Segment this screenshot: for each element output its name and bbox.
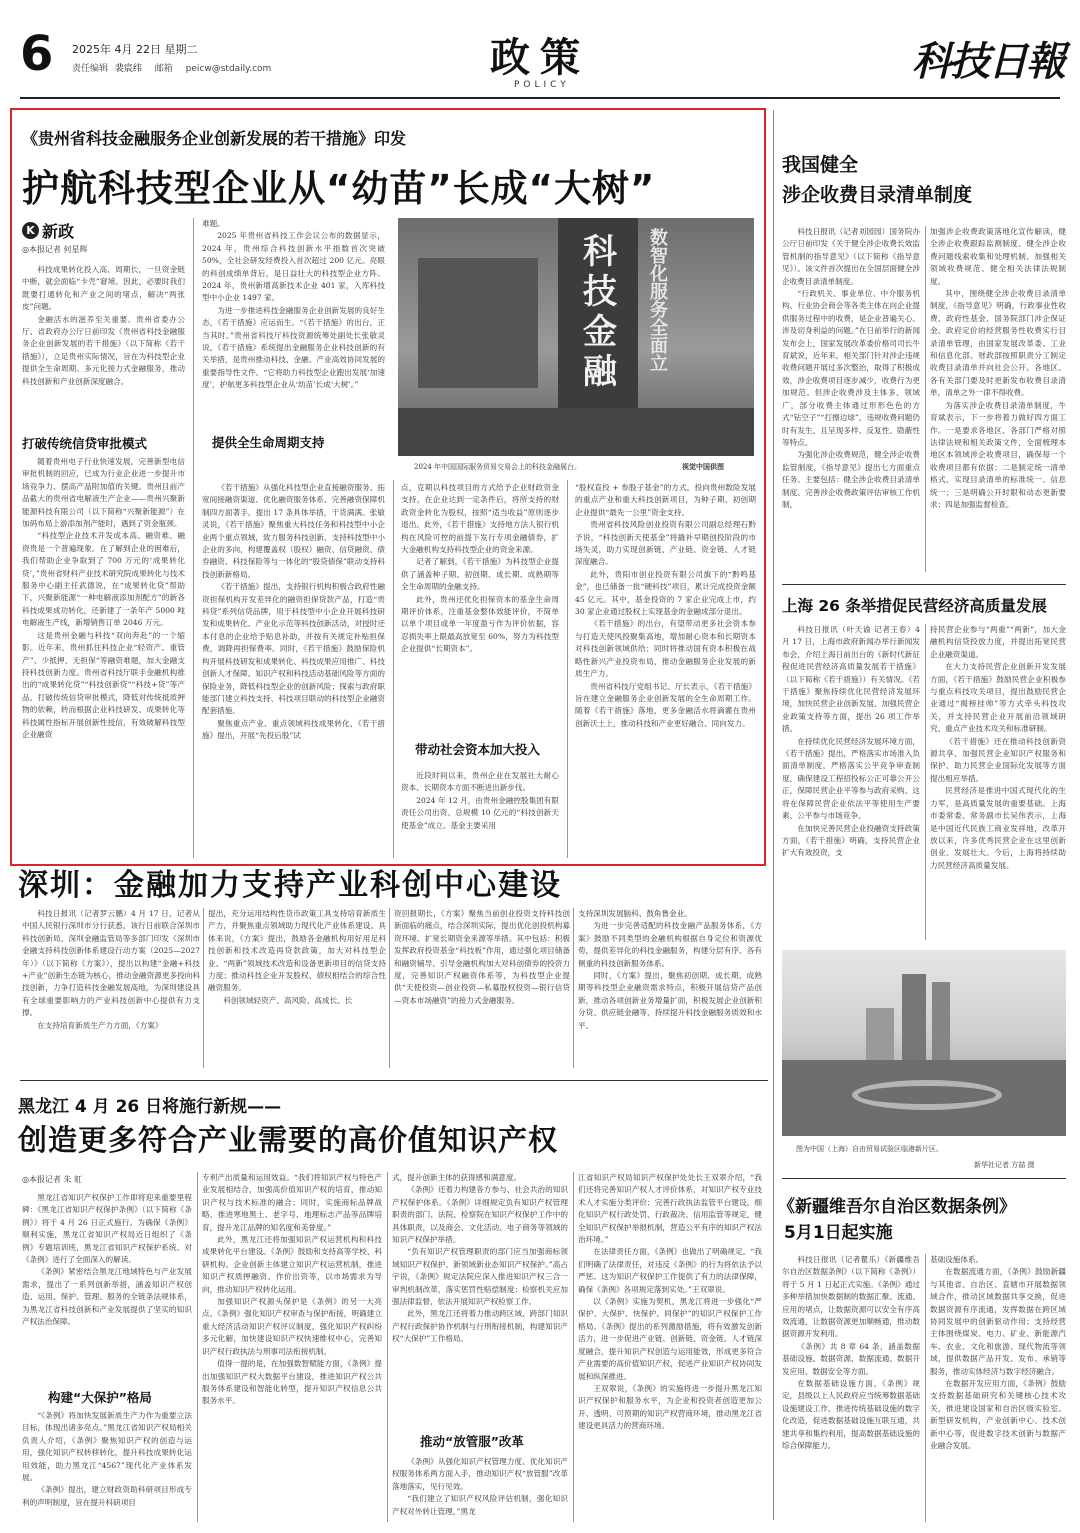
paragraph: 此外，贵阳市创业投资有限公司旗下的“黔鸣基金”，也已储备一批“硬科技”项目，累计完成投资金额 45 亿元。其中，基金投资的 7 家企业完成上市，约 30 家企业通过股权上实现基金的金融成部分退出。 bbox=[575, 569, 756, 617]
column-rule bbox=[393, 480, 394, 858]
paragraph: 2024 年 12 月，由贵州金融控股集团有限责任公司出资、总规模 10 亿元的“科技创新天使基金”成立。基金主要采用 bbox=[401, 795, 559, 830]
paragraph: 《若干措施》从强化科技型企业直接融资服务、拓宽间接融资渠道、优化融资服务体系、完善融资保障机制四方面著手，提出 17 条具体举措，干货满满。张敏灵说，《若干措施》聚焦重大科技任务和科技型中小企业两个重点领域，致力服务科技创新、支持科技型中小企业的多向，构建覆盖权（股权）融资、信贷融资、债券融资、科技保险等与一体化的“股贷债保”联动支持科技创新新格局。 bbox=[202, 483, 385, 579]
paragraph: 支持深圳发展脑科、鼓角鲁金业。 bbox=[578, 909, 692, 918]
paragraph: 《条例》提出，建立财政资助科研项目形成专利的声明制度，旨在提升科研项目 bbox=[22, 1485, 192, 1507]
photo-floor bbox=[398, 408, 754, 456]
lead-photo bbox=[398, 218, 754, 456]
paragraph: 式，提升创新主体的获得感和满意度。 bbox=[392, 1173, 522, 1182]
hlj-subhead-2: 推动“放管服”改革 bbox=[420, 1434, 524, 1449]
paragraph: 《若干措施》提出，支持银行机构积极合政府性融资担保机构开发差异化的融资担保贷款产品，打造“贵科贷”系列信贷品牌，用于科技型中小企业开展科技研发和成果转化、产业化示范等科技创新活动，对授时还本付息的企业给予贴息补助，并按有关规定补贴担保费，调降再担保费率。同时，《若干措施》鼓励保险机构开展科技研发和成果转化、科技成果应用推广、科技创新人才保障、知识产权和科技活动基础风险等方面的保险业务，降低科技型企业的创新风险；探索与政府职能部门建立科技支持、科技项目联动的科技型企业融资配套措施。 bbox=[202, 582, 385, 716]
date-line: 2025年 4月 22日 星期二 bbox=[72, 43, 198, 56]
paragraph: 王双翠说，《条例》的实施将进一步提升黑龙江知识产权保护和服务水平，为企业和投资者创造更加公开、透明、可预期的知识产权营商环境，推动黑龙江省建设更具活力的营商环境。 bbox=[578, 1383, 762, 1431]
paragraph: 提出，充分运用结构性货币政策工具支持培育新质生产力，并聚焦重点领域助力现代化产业体系建设。具体来说，《方案》提出，鼓励各金融机构用好用足科技创新和技术改造再贷款政策，加大对科技型企业、“两新”领域技术改造和设备更新项目的信贷支持力度；推动科技企业开发股权、债权相结合的综合性融资服务。 bbox=[208, 909, 386, 993]
paragraph: 持民营企业参与“两重”“两新”，加大金融机构信贷投放力度，并提出拓宽民营企业融资渠道。 bbox=[930, 625, 1066, 659]
column-badge bbox=[22, 219, 74, 242]
column-rule bbox=[197, 1172, 198, 1522]
paragraph: 值得一提的是，在加强数智赋能方面，《条例》提出加强知识产权大数据平台建设，推进知识产权公共服务体系建设和智能化转型，提升知识产权信息公共服务水平。 bbox=[202, 1359, 382, 1406]
page-number: 6 bbox=[20, 26, 54, 82]
paragraph: “股权直投 + 参股子基金”的方式，投向贵州数险发展的重点产业和重大科技创新项目，为种子期、初创期企业提供“最先一公里”资金支持。 bbox=[575, 483, 756, 517]
section-rule bbox=[782, 584, 1066, 585]
column-rule bbox=[389, 908, 390, 1068]
paragraph: 科技成果转化投入高、周期长，一旦资金链中断，就会面临“卡壳”窘境。因此，必要时我们既要打通转化和产业之间的堵点，解决“两张皮”问题。 bbox=[22, 265, 185, 312]
paragraph: 《若干措施》的出台，有望带动更多社会资本参与打造天使风投聚集高地，增加耐心资本和长期资本对科技创新领域供给；同时将推动国有资本积极在战略性新兴产业投资布局，推动金融服务企业发展的新质生产力。 bbox=[575, 619, 756, 679]
hlj-col3b-text bbox=[392, 1456, 568, 1522]
hlj-col1-text bbox=[22, 1192, 192, 1352]
paragraph: 随着贵州电子行业快速发展，完善新型电信审批机制的回应，已成为行业企业进一步提升市场竞争力、摆高产品附加值的关键。贵州目前产品截大的贵州省电解液生产企业——贵州兴聚新能源科技有限公司（以下简称“兴聚新能源”）在加码布局上游添加剂产能时，遇到了资金瓶颈。 bbox=[22, 457, 185, 529]
paragraph: 金融活水的滋养至关重要。贵州省委办公厅、省政府办公厅日前印发《贵州省科技金融服务企业创新发展的若干措施》（以下简称《若干措施》），立足贵州实际情况，旨在为科技型企业提供全生命周期、多元化接力式金融服务，推动科技创新和产业创新深度融合。 bbox=[22, 314, 185, 386]
masthead-rule bbox=[20, 97, 1060, 99]
paragraph: 加强涉企收费政策落地化宣传解读，健全涉企收费跟踪监测制度、健全涉企收费问题线索收集和处理机制、加强相关领域收费规范、健全相关法律法规制度。 bbox=[930, 227, 1066, 286]
column-rule bbox=[567, 480, 568, 858]
paragraph: “《条例》将加快发展新质生产力作为重要立法目标，体现出诸多亮点。”黑龙江省知识产权局相关负责人介绍，《条例》聚焦知识产权的创造与运用，强化知识产权转移转化，提升科技成果转化运用效能，助力黑龙江“4567”现代化产业体系发展。 bbox=[22, 1411, 192, 1483]
shenzhen-title: 深圳：金融加力支持产业科创中心建设 bbox=[18, 868, 562, 903]
paragraph: 为落实涉企收费目录清单制度，牛育斌表示，下一步将着力做好四方面工作。一是要求各地区、各部门严格对照法律法规和相关政策文件，全面梳理本地区本领域涉企收费项目，确保每一个收费项目都有依据；二是制定统一清单格式，实现目录清单的标准统一、信息统一；三是明确公开时限和动态更新要求；四是加强监督检查。 bbox=[930, 400, 1066, 509]
paragraph: 2025 年贵州省科技工作会议公布的数据显示，2024 年，贵州综合科技创新水平指数首次突破 50%，全社会研发经费投入首次超过 200 亿元。亮眼的科创成绩单背后，是日益壮大的科技型企业方阵。2024 年，贵州新增高新技术企业 401 家，入库科技型中小企业 1497 家。 bbox=[202, 231, 385, 303]
shenzhen-col1-text bbox=[22, 908, 200, 1068]
shenzhen-col3-text bbox=[394, 908, 570, 1068]
paragraph: 在大力支持民营企业创新开发发展方面，《若干措施》鼓励民营企业积极参与重点科技攻关项目，提出鼓励民营企业通过“揭榜挂帅”等方式牵头科技攻关，并支持民营企业开展前沿领域研究、重点产业技术攻关和标准研制。 bbox=[930, 662, 1066, 734]
paragraph: 为进一步完善适配的科技金融产品服务体系，《方案》鼓励不同类型的金融机构根据自身定位和资源优势，提供差异化的科技金融服务，构建分层有序、各有侧重的科技创新服务体系。 bbox=[578, 921, 762, 968]
shanghai-col2-text bbox=[930, 624, 1066, 940]
newspaper-logo: 科技日報 bbox=[912, 38, 1064, 85]
paragraph: 为强化涉企收费规范，健全涉企收费监管制度，《指导意见》提出七方面重点任务。主要包括：健全涉企收费目录清单制度、完善涉企收费政策评估审核工作机制， bbox=[782, 450, 920, 509]
heilongjiang-kicker: 黑龙江 4 月 26 日将施行新规—— bbox=[18, 1097, 282, 1117]
column-rule bbox=[925, 1254, 926, 1522]
photo-tower bbox=[902, 974, 926, 1064]
shanghai-col1-text bbox=[782, 624, 920, 940]
column-rule bbox=[203, 908, 204, 1068]
shenzhen-col2-text bbox=[208, 908, 386, 1068]
lead-subhead-2: 提供全生命周期支持 bbox=[212, 435, 325, 450]
paragraph: 资回报期长，《方案》聚焦当前创业投资支持科技创新面临的痛点，结合深圳实际，提出优化创投机构募资环境、扩宽长期资金来源等举措。其中包括：积极发挥政府投资基金“科技板”作用，通过强化项目储备和融资辅导、引导金融机构加大对科创债券的投资力度，完善知识产权融资体系等，为科技型企业提供“天使投资—创业投资—私募股权投资—银行信贷—资本市场融资”的接力式金融服务。 bbox=[394, 909, 570, 1005]
paragraph: 《条例》紧密结合黑龙江地域特色与产业发展需求，提出了一系列创新举措，涵盖知识产权创造、运用、保护、管理、服务的全链条法规体系，为黑龙江省科技创新和产业发展提供了坚实的知识产权法治保障。 bbox=[22, 1267, 192, 1327]
paragraph: 科技日报讯（记者瞿乐）《新疆维吾尔自治区数据条例》（以下简称《条例》）将于 5 月 1 日起正式实施。《条例》通过多种举措加快数据制的数据汇聚、流通、应用的堵点，让数据资源可以安全有序高效流通，让数据资源更加顺畅通，推动数据资源开发利用。 bbox=[782, 1255, 920, 1339]
lead-photo-caption: 2024 年中国国际服务贸易交易会上的科技金融展台。 bbox=[414, 463, 582, 471]
hlj-subhead-1: 构建“大保护”格局 bbox=[48, 1390, 152, 1405]
column-rule bbox=[387, 1172, 388, 1522]
paragraph: 点，克期以科技项目的方式给予企业财政资金支持，在企业达到一定条件后，将所支持的财政资金转化为股权，按照“适当收益”原则逐步退出。此外，《若干措施》支持地方法人银行机构在风险可控的前提下发行专项金融债券，扩大金融机构支持科技型企业的资金来源。 bbox=[401, 483, 559, 555]
photo-char: 融 bbox=[583, 352, 617, 392]
column-rule bbox=[573, 908, 574, 1068]
shanghai-title: 上海 26 条举措促民营经济高质量发展 bbox=[782, 597, 1047, 615]
shanghai-photo-caption: 图为中国（上海）自由贸易试验区临港新片区。 bbox=[796, 1145, 943, 1153]
shenzhen-col4-text bbox=[578, 908, 762, 1068]
paragraph: 聚焦重点产业、重点领域科技成果转化，《若干措施》提出，开展“先投后股”试 bbox=[202, 718, 385, 741]
paragraph: 此外，贵州还优化担保资本的基金生命周期评价体系，注重基金整体效能评价，不简单以单个项目或单一年度盈亏作为评价依据，容忍损失率上限最高放宽至 60%，努力为科技型企业提供“长期资本”。 bbox=[401, 594, 559, 654]
email-label: 邮箱 bbox=[154, 64, 173, 74]
hlj-col4-text bbox=[578, 1172, 762, 1522]
lead-kicker: 《贵州省科技金融服务企业创新发展的若干措施》印发 bbox=[22, 129, 407, 148]
paragraph: 在数据基础设施方面，《条例》规定，县级以上人民政府应当统筹数据基础设施建设工作，推进传统基础设施的数字化改造，促进数据基础设施互联互通，共建共享和集约利用，提高数据基础设施的综合保障能力。 bbox=[782, 1379, 920, 1451]
paragraph: 科创领域轻资产、高风险、高成长、长 bbox=[223, 995, 353, 1005]
paragraph: 民营经济是推进中国式现代化的生力军，是高质量发展的重要基础。上海市委常委、常务副市长吴伟表示，上海是中国近代民族工商业发祥地，改革开放以来，许多优秀民营企业在这里创新创业、发展壮大。今后，上海将持续助力民营经济高质量发展。 bbox=[930, 786, 1066, 870]
hlj-col1b-text bbox=[22, 1410, 192, 1522]
column-rule bbox=[773, 110, 774, 1520]
lead-subhead-1: 打破传统信贷审批模式 bbox=[22, 436, 148, 451]
paragraph: 此外，黑龙江还将加强知识产权运营机构和科技成果转化平台建设。《条例》鼓励和支持高等学校、科研机构、企业创新主体建立知识产权运营机制，推进知识产权质押融资、作价出资等，以市场需求为导向，推动知识产权转化运用。 bbox=[202, 1235, 382, 1294]
paragraph: “我们建立了知识产权风险评估机制，强化知识产权对外转让管理，”黑龙 bbox=[392, 1494, 568, 1516]
column-k-icon: K bbox=[22, 222, 39, 239]
paragraph: 同时，《方案》提出，聚焦初创期、成长期、成熟期等科技型企业融资需求特点，积极开展信贷产品创新，推动各项创新业务增量扩面，积极发展企业创新积分贷、供应链金融等，持续提升科技金融服务质效和水平。 bbox=[578, 971, 762, 1030]
photo-char: 科 bbox=[583, 232, 617, 272]
health-title-line1: 我国健全 bbox=[782, 154, 859, 176]
lead-col2b-text bbox=[202, 482, 385, 858]
paragraph: 专利产出质量和运用效益。“我们将知识产权与特色产业发展相结合，加强高价值知识产权的培育，推动知识产权与技术标准的融合；同时，实施商标品牌战略，推进寒地黑土、老字号、地理标志产品等品牌培育，提升龙江品牌的知名度和美誉度。” bbox=[202, 1173, 382, 1232]
photo-side-text: 数智化服务全面立 bbox=[647, 228, 668, 372]
paragraph: 基础设施体系。 bbox=[930, 1255, 984, 1264]
column-rule bbox=[193, 218, 194, 858]
lead-col3-text bbox=[401, 482, 559, 712]
lead-title: 护航科技型企业从“幼苗”长成“大树” bbox=[22, 167, 656, 210]
paragraph: 贵州省科技厅党组书记、厅长表示，《若干措施》旨在建立金融服务企业创新发展的全生命周期工作。随着《若干措施》落地，更多金融活水将滴灌在贵州创新沃土上，推动科技和产业更好融合、同向发力。 bbox=[575, 681, 756, 728]
section-subtitle: POLICY bbox=[514, 80, 570, 90]
paragraph: 近段时间以来，贵州企业在发展社大耐心资本、长期资本方面不断进出新步伐。 bbox=[401, 771, 559, 793]
paragraph: 《若干措施》还在推动科技创新资源共享、加强民营企业知识产权服务和保护、助力民营企业国际化发展等方面提出相应举措。 bbox=[930, 736, 1066, 783]
paragraph: 《条例》从强化知识产权管理力度、优化知识产权服务体系两方面入手，推动知识产权“放管服”改革落地落实，见行见效。 bbox=[392, 1457, 568, 1491]
lead-col4-text bbox=[575, 482, 756, 858]
editor-name: 裴宸纬 bbox=[114, 64, 142, 74]
photo-char: 金 bbox=[583, 312, 617, 352]
paragraph: 《条例》还着力构建各方参与、社会共治的知识产权保护体系。《条例》详细规定负有知识产权管理职责的部门、法院、检察院在知识产权保护工作中的具体职责，以及商会、文化活动、电子商务等领域的知识产权保护举措。 bbox=[392, 1185, 568, 1245]
photo-tower bbox=[866, 1008, 894, 1064]
photo-tower bbox=[932, 982, 950, 1064]
paragraph: 江省知识产权局知识产权保护处处长王双翠介绍，“我们还将完善知识产权人才评价体系，对知识产权专业技术人才实施分类评价；完善行政执法监管平台建设，细化知识产权行政处罚、行政裁决、信用监管等规定，健全知识产权保护举报机制，营造公平有序的知识产权法治环境。” bbox=[578, 1173, 762, 1245]
xinjiang-title-line1: 《新疆维吾尔自治区数据条例》 bbox=[778, 1197, 1016, 1217]
paragraph: 贵州省科技风险创业投资有限公司副总经理石黔予说，“科技创新天使基金”将撬补早期创投阶段的市场失灵，助力实现创新链、产业链、资金链、人才链深度融合。 bbox=[575, 520, 756, 567]
section-rule bbox=[782, 1178, 1066, 1179]
paragraph: 黑龙江省知识产权保护工作即将迎来重要里程碑：《黑龙江省知识产权保护条例》（以下简称《条例》）将于 4 月 26 日正式施行。为确保《条例》顺利实施，黑龙江省知识产权局近日组织了《条例》专题培训班，黑龙江省知识产权保护系统、对《条例》进行了全面深入的解读。 bbox=[22, 1193, 192, 1265]
photo-char: 技 bbox=[583, 272, 617, 312]
column-rule bbox=[925, 226, 926, 572]
lead-subhead-3: 带动社会资本加大投入 bbox=[415, 742, 541, 757]
paragraph: 科技日报讯（叶天谕 记者王春）4 月 17 日，上海市政府新闻办举行新闻发布会，介绍上海日前出台的《新时代新征程促进民营经济高质量发展若干措施》（以下简称《若干措施》）有关情况。《若干措施》聚焦持续优化民营经济发展环境，加快民营企业创新发展、加强民营企业政策支持等方面，提出 26 项工作举措。 bbox=[782, 625, 920, 734]
paragraph: 在持续优化民营经济发展环境方面，《若干措施》提出，严格落实市场准入负面清单制度，严格落实公平竞争审查制度，确保建设工程招投标公正可靠公开公正，保障民营企业平等参与政府采购。这将在保障民营企业依法平等使用生产要素、公平参与市场竞争。 bbox=[782, 736, 920, 821]
paragraph: 这是贵州金融与科技“双向奔赴”的一个缩影。近年来，贵州抓住科技企业“轻资产、重管产”、少抵押、无担保“等融资难题，加大金融支持科技创新力度。贵州省科技厅联手金融机构推出的“成果转化贷”“科技创新贷”“科技+贷”等产品，打破传统信贷审批模式，降低对传统抵质押物的依赖，转而根据企业科技研发、成果转化等科技属性指标开展创新性授信，有效破解科技型企业融资 bbox=[22, 630, 185, 739]
editor-line bbox=[72, 61, 271, 74]
paragraph: 科技日报讯（记者罗云鹏）4 月 17 日，记者从中国人民银行深圳市分行获悉，该行日前联合深圳市科技创新局、深圳金融监管局等多部门印发《深圳市金融支持科技创新体系建设行动方案（2025—2027 年）》（以下简称《方案》），提出以构建“金融+科技+产业”创新生态链为核心，推动金融资源更多投向科技创新，力争打造科技金融发展高地，为深圳建设具有全球重要影响力的产业科技创新中心提供有力支撑。 bbox=[22, 909, 200, 1018]
email-address[interactable]: peicw@stdaily.com bbox=[185, 64, 272, 74]
paragraph: 难题。 bbox=[202, 219, 225, 228]
lead-col3b-text bbox=[401, 770, 559, 858]
hlj-col2-text bbox=[202, 1172, 382, 1522]
heilongjiang-byline: ◎本报记者 朱 虹 bbox=[22, 1175, 83, 1184]
paragraph: 以《条例》实施为契机，黑龙江将进一步强化“严保护、大保护、快保护、同保护”的知识产权保护工作格局。《条例》提出的系列激励措施，将有效激发创新活力，进一步促进产业链、创新链、资金链、人才链深度融合，提升知识产权创造与运用能效，形成更多符合产业需要的高价值知识产权，促进产业知识产权协同发展和纵深推进。 bbox=[578, 1297, 762, 1381]
editor-label: 责任编辑 bbox=[72, 64, 109, 74]
photo-building bbox=[852, 1080, 1002, 1110]
paragraph: 此外，黑龙江还将着力推动跨区域、跨部门知识产权行政保护协作机制与行刑衔接机制，构建知识产权“大保护”工作格局。 bbox=[392, 1309, 568, 1344]
paragraph: 在法律责任方面，《条例》也做出了明确规定。“我们明确了法律责任，对违反《条例》的行为将依法予以严惩。这为知识产权保护工作提供了有力的法律保障，确保《条例》各项规定落到实处。”王双翠说。 bbox=[578, 1247, 762, 1294]
health-col2-text bbox=[930, 226, 1066, 572]
shanghai-photo bbox=[782, 950, 1066, 1136]
column-rule bbox=[925, 624, 926, 940]
column-rule bbox=[573, 1172, 574, 1522]
health-title-line2: 涉企收费目录清单制度 bbox=[782, 184, 973, 206]
xinjiang-col2-text bbox=[930, 1254, 1066, 1522]
paragraph: 在数据开发应用方面，《条例》鼓励支持数据基础研究和关键核心技术攻关，推进建设国家和自治区级实验室、新型研发机构，产业创新中心、技术创新中心等，促进数字技术创新与数据产业融合发展。 bbox=[930, 1379, 1066, 1451]
lead-col1b-text bbox=[22, 456, 185, 858]
lead-photo-credit: 视觉中国供图 bbox=[682, 463, 724, 471]
section-title: 政策 bbox=[490, 35, 590, 81]
photo-banner-text bbox=[570, 232, 630, 392]
paragraph: 在支持培育新质生产力方面，《方案》 bbox=[37, 1020, 163, 1030]
paragraph: 其中，围绕健全涉企收费目录清单制度，《指导意见》明确，行政事业性收费、政府性基金、国务院部门涉企保证金、政府定价的经营服务性收费实行目录清单管理，由国家发展改革委、工业和信息化部、财政部按照职责分工制定收费目录清单并向社会公开。各地区、各有关部门要及时更新发布收费目录清单，清单之外一律不得收费。 bbox=[930, 289, 1066, 398]
lead-byline: ◎本报记者 何星辉 bbox=[22, 245, 88, 254]
lead-col2-text bbox=[202, 218, 385, 426]
paragraph: 《条例》共 8 章 64 条，涵盖数据基础设施、数据资源、数据流通、数据开发应用、数据安全等方面。 bbox=[782, 1341, 920, 1376]
heilongjiang-title: 创造更多符合产业需要的高价值知识产权 bbox=[18, 1123, 559, 1157]
xinjiang-col1-text bbox=[782, 1254, 920, 1522]
hlj-col3-text bbox=[392, 1172, 568, 1422]
lead-col1-text bbox=[22, 264, 185, 436]
paragraph: 加强知识产权源头保护是《条例》的另一大亮点。《条例》强化知识产权审查与保护衔接，明确建立重大经济活动知识产权评议制度，强化知识产权纠纷多元化解，加快建设知识产权快速维权中心，完善知识产权行政执法与刑事司法衔接机制。 bbox=[202, 1297, 382, 1356]
paragraph: 在数据流通方面，《条例》鼓励新疆与其他省、自治区、直辖市开展数据领域合作，推动区域数据共享交换，促进数据资源有序流通，发挥数据在跨区域协同发展中的创新驱动作用；支持经营主体围绕煤炭、电力、矿业、新能源汽车、农业、文化和旅游、现代物流等领域，提供数据产品开发、发布、承销等服务，推动实体经济与数字经济融合。 bbox=[930, 1267, 1066, 1376]
paragraph: “负有知识产权管理职责的部门应当加强商标领域知识产权保护、新领域新业态知识产权保护。”高占宇说，《条例》规定法院应深入推进知识产权三合一审判机制改革，落实惩罚性赔偿制度；检察机关应加强法律监督，依法开展知识产权检察工作。 bbox=[392, 1247, 568, 1307]
paragraph: “行政机关、事业单位、中介服务机构、行业协会商会等各类主体在向企业提供服务过程中的收费，是企业普遍关心、涉及切身利益的问题。”在日前举行的新闻发布会上，国家发展改革委价格司司长牛育斌说，近年来，相关部门针对涉企违规收费问题开展过多次整治，取得了积极成效，涉企收费项目逐步减少，收费行为更加规范。但涉企收费涉及主体多、领域广，部分收费主体通过形形色色的方式“钻空子”“打擦边球”，违规收费问题仍时有发生，且呈现多样、反复性、隐蔽性等特点。 bbox=[782, 289, 920, 447]
paragraph: 科技日报讯（记者刘园园）国务院办公厅日前印发《关于健全涉企收费长效监管机制的指导意见》（以下简称《指导意见》）。该文件首次提出在全国层面健全涉企收费目录清单制度。 bbox=[782, 227, 920, 286]
paragraph: 记者了解到，《若干措施》为科技型企业提供了涵盖种子期、初创期、成长期、成熟期等全生命周期的金融支持。 bbox=[401, 557, 559, 592]
xinjiang-title-line2: 5月1日起实施 bbox=[784, 1223, 893, 1243]
column-name: 新政 bbox=[42, 222, 75, 241]
health-col1-text bbox=[782, 226, 920, 572]
paragraph: 为进一步推进科技金融服务企业创新发展的良好生态，《若干措施》应运而生。“《若干措施》的出台，正当其时。”贵州省科技厅科技资源统筹处副处长张敏灵说，《若干措施》系统提出金融服务企业科技创新的有关举措，是贵州推动科技、金融、产业高效协同发展的重要指导性文件。“它将助力科技型企业跑出发展‘加速度’，护航更多科技型企业从‘幼苗’长成‘大树’。” bbox=[202, 305, 385, 390]
section-rule bbox=[20, 1080, 768, 1081]
photo-screen bbox=[418, 258, 538, 388]
shanghai-photo-credit: 新华社记者 方喆 摄 bbox=[974, 1161, 1035, 1169]
paragraph: 在加快完善民营企业投融资支持政策方面，《若干措施》明确，支持民营企业扩大有效投资，支 bbox=[782, 823, 920, 858]
paragraph: “科技型企业技术开发成本高、融资难、融资贵是一个普遍现象。在了解到企业的困难后，我们帮助企业争取到了 700 万元的‘成果转化贷’，”贵州省财科产业技术研究院成果转化与技术服务中心副主任武德说，在“成果转化贷”帮助下，兴聚新能源“一种电解液添加剂配方”的新各科技成果成功转化，还新建了一条年产 5000 吨电解液生产线，新增销售订单 2046 万元。 bbox=[22, 531, 185, 628]
